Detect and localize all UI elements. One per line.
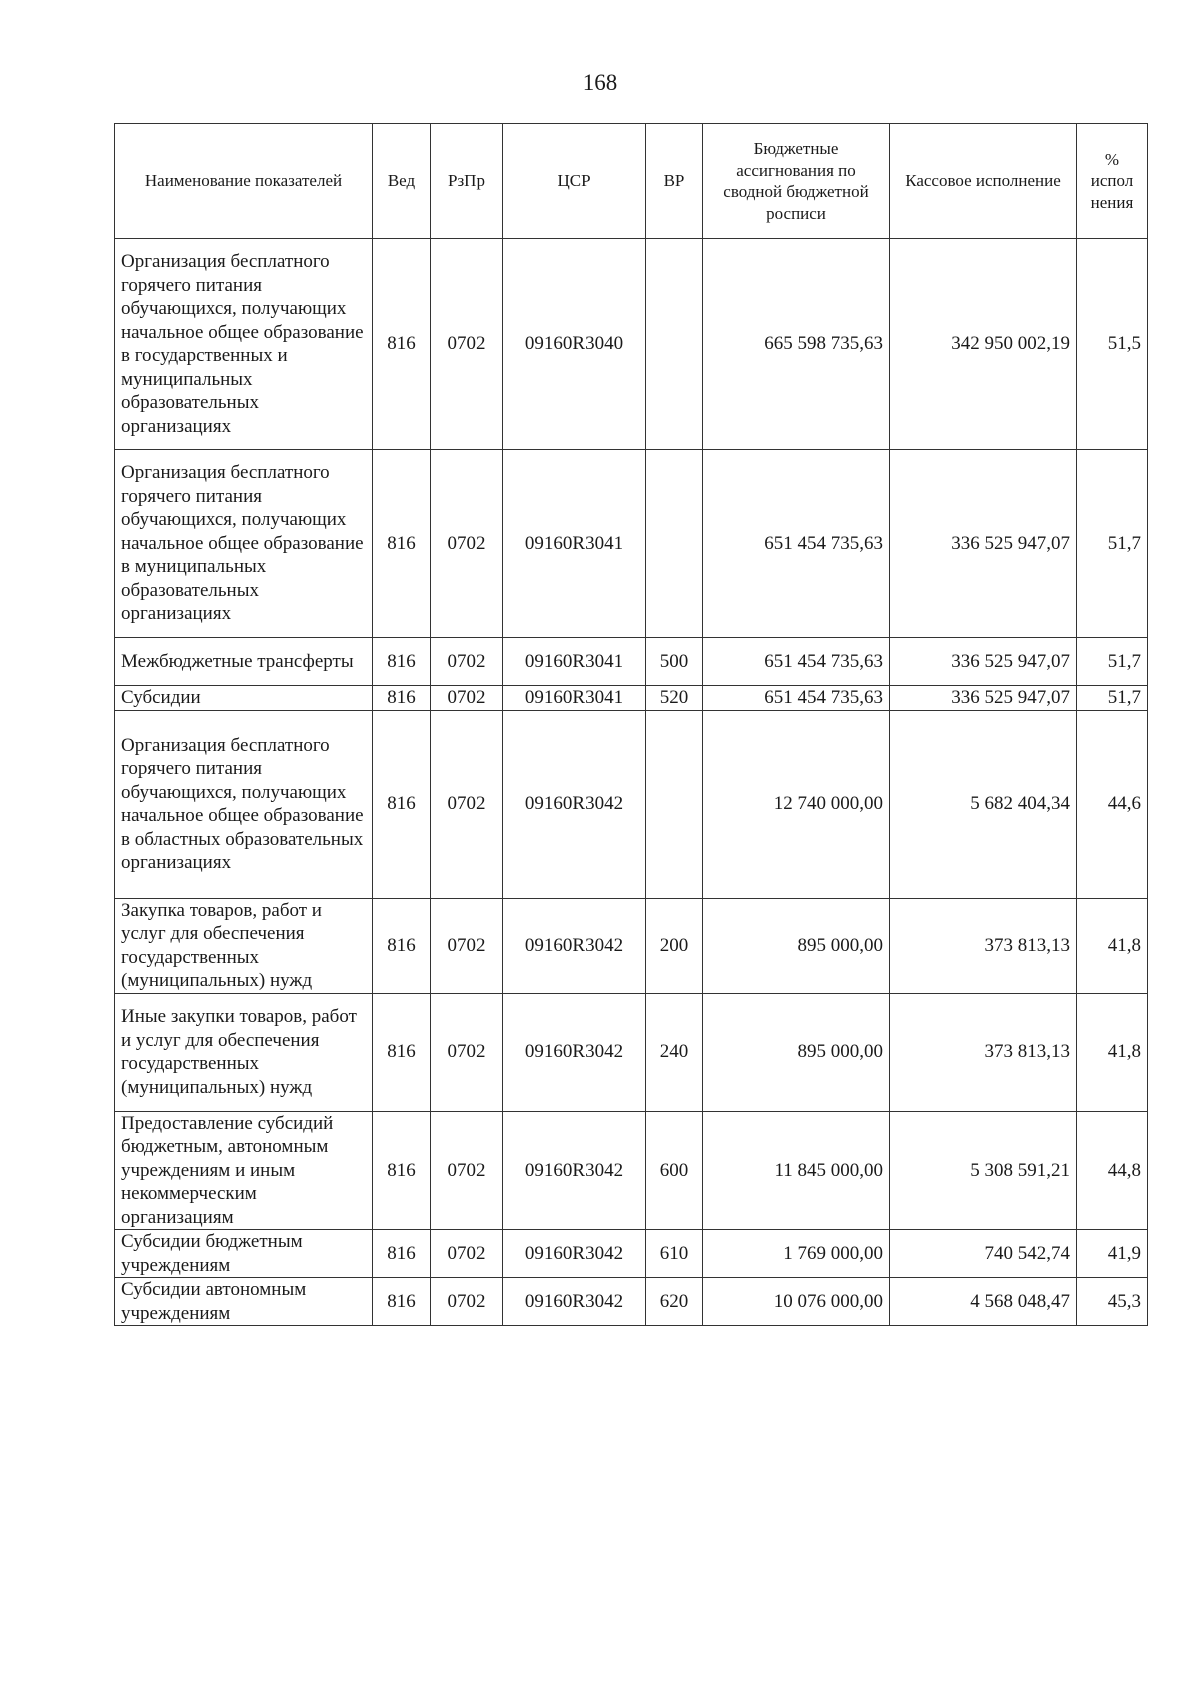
row-csr: 09160R3041 xyxy=(503,686,646,711)
row-percent: 51,7 xyxy=(1077,686,1148,711)
row-percent: 44,8 xyxy=(1077,1111,1148,1230)
table-row xyxy=(115,1230,1148,1278)
row-vr: 200 xyxy=(646,898,703,993)
row-csr: 09160R3041 xyxy=(503,450,646,638)
row-csr: 09160R3042 xyxy=(503,1111,646,1230)
row-budget: 10 076 000,00 xyxy=(703,1278,890,1326)
row-percent: 45,3 xyxy=(1077,1278,1148,1326)
row-percent: 51,7 xyxy=(1077,638,1148,686)
table-row xyxy=(115,239,1148,450)
table-row xyxy=(115,450,1148,638)
row-rzpr: 0702 xyxy=(431,1230,503,1278)
row-rzpr: 0702 xyxy=(431,239,503,450)
row-name: Субсидии автономным учреждениям xyxy=(115,1278,373,1326)
header-percent: % испол нения xyxy=(1077,124,1148,239)
table-header-row xyxy=(115,124,1148,239)
table-row xyxy=(115,710,1148,898)
row-budget: 651 454 735,63 xyxy=(703,638,890,686)
row-rzpr: 0702 xyxy=(431,638,503,686)
row-csr: 09160R3042 xyxy=(503,710,646,898)
row-ved: 816 xyxy=(373,686,431,711)
row-name: Иные закупки товаров, работ и услуг для обеспечения государственных (муниципальных) нужд xyxy=(115,993,373,1111)
row-cash: 5 308 591,21 xyxy=(890,1111,1077,1230)
row-rzpr: 0702 xyxy=(431,710,503,898)
row-csr: 09160R3040 xyxy=(503,239,646,450)
row-rzpr: 0702 xyxy=(431,450,503,638)
header-cash: Кассовое исполнение xyxy=(890,124,1077,239)
row-vr: 240 xyxy=(646,993,703,1111)
row-cash: 373 813,13 xyxy=(890,898,1077,993)
row-rzpr: 0702 xyxy=(431,686,503,711)
budget-execution-table xyxy=(114,123,1148,1326)
row-percent: 51,7 xyxy=(1077,450,1148,638)
table-row xyxy=(115,993,1148,1111)
row-csr: 09160R3041 xyxy=(503,638,646,686)
row-rzpr: 0702 xyxy=(431,1278,503,1326)
header-csr: ЦСР xyxy=(503,124,646,239)
row-vr: 500 xyxy=(646,638,703,686)
row-rzpr: 0702 xyxy=(431,1111,503,1230)
row-cash: 336 525 947,07 xyxy=(890,686,1077,711)
table-row xyxy=(115,1111,1148,1230)
row-ved: 816 xyxy=(373,1278,431,1326)
header-budget: Бюджетные ассигнования по сводной бюджетной росписи xyxy=(703,124,890,239)
row-name: Субсидии xyxy=(115,686,373,711)
header-ved: Вед xyxy=(373,124,431,239)
row-budget: 12 740 000,00 xyxy=(703,710,890,898)
row-ved: 816 xyxy=(373,638,431,686)
row-rzpr: 0702 xyxy=(431,898,503,993)
row-vr xyxy=(646,710,703,898)
row-ved: 816 xyxy=(373,1230,431,1278)
row-vr xyxy=(646,239,703,450)
row-name: Закупка товаров, работ и услуг для обеспечения государственных (муниципальных) нужд xyxy=(115,898,373,993)
row-vr: 600 xyxy=(646,1111,703,1230)
row-ved: 816 xyxy=(373,450,431,638)
row-csr: 09160R3042 xyxy=(503,993,646,1111)
row-name: Предоставление субсидий бюджетным, автономным учреждениям и иным некоммерческим организациям xyxy=(115,1111,373,1230)
row-ved: 816 xyxy=(373,239,431,450)
row-cash: 4 568 048,47 xyxy=(890,1278,1077,1326)
row-percent: 41,9 xyxy=(1077,1230,1148,1278)
row-cash: 342 950 002,19 xyxy=(890,239,1077,450)
row-percent: 51,5 xyxy=(1077,239,1148,450)
row-vr xyxy=(646,450,703,638)
row-csr: 09160R3042 xyxy=(503,898,646,993)
row-name: Организация бесплатного горячего питания обучающихся, получающих начальное общее образование в муниципальных образовательных организациях xyxy=(115,450,373,638)
row-ved: 816 xyxy=(373,1111,431,1230)
table-row xyxy=(115,638,1148,686)
header-name: Наименование показателей xyxy=(115,124,373,239)
row-budget: 895 000,00 xyxy=(703,898,890,993)
row-ved: 816 xyxy=(373,710,431,898)
table-row xyxy=(115,898,1148,993)
row-budget: 651 454 735,63 xyxy=(703,686,890,711)
row-budget: 11 845 000,00 xyxy=(703,1111,890,1230)
row-vr: 610 xyxy=(646,1230,703,1278)
row-percent: 41,8 xyxy=(1077,993,1148,1111)
row-ved: 816 xyxy=(373,993,431,1111)
row-name: Межбюджетные трансферты xyxy=(115,638,373,686)
row-name: Субсидии бюджетным учреждениям xyxy=(115,1230,373,1278)
row-percent: 44,6 xyxy=(1077,710,1148,898)
row-cash: 336 525 947,07 xyxy=(890,638,1077,686)
row-cash: 336 525 947,07 xyxy=(890,450,1077,638)
row-budget: 651 454 735,63 xyxy=(703,450,890,638)
row-vr: 620 xyxy=(646,1278,703,1326)
table-row xyxy=(115,686,1148,711)
row-name: Организация бесплатного горячего питания обучающихся, получающих начальное общее образование в государственных и муниципальных образовательных организациях xyxy=(115,239,373,450)
row-budget: 895 000,00 xyxy=(703,993,890,1111)
row-cash: 373 813,13 xyxy=(890,993,1077,1111)
row-vr: 520 xyxy=(646,686,703,711)
header-vr: ВР xyxy=(646,124,703,239)
row-budget: 665 598 735,63 xyxy=(703,239,890,450)
row-cash: 5 682 404,34 xyxy=(890,710,1077,898)
row-name: Организация бесплатного горячего питания обучающихся, получающих начальное общее образование в областных образовательных организациях xyxy=(115,710,373,898)
row-percent: 41,8 xyxy=(1077,898,1148,993)
row-ved: 816 xyxy=(373,898,431,993)
row-cash: 740 542,74 xyxy=(890,1230,1077,1278)
row-csr: 09160R3042 xyxy=(503,1230,646,1278)
table-row xyxy=(115,1278,1148,1326)
row-budget: 1 769 000,00 xyxy=(703,1230,890,1278)
row-rzpr: 0702 xyxy=(431,993,503,1111)
row-csr: 09160R3042 xyxy=(503,1278,646,1326)
header-rzpr: РзПр xyxy=(431,124,503,239)
page-number: 168 xyxy=(582,70,618,95)
